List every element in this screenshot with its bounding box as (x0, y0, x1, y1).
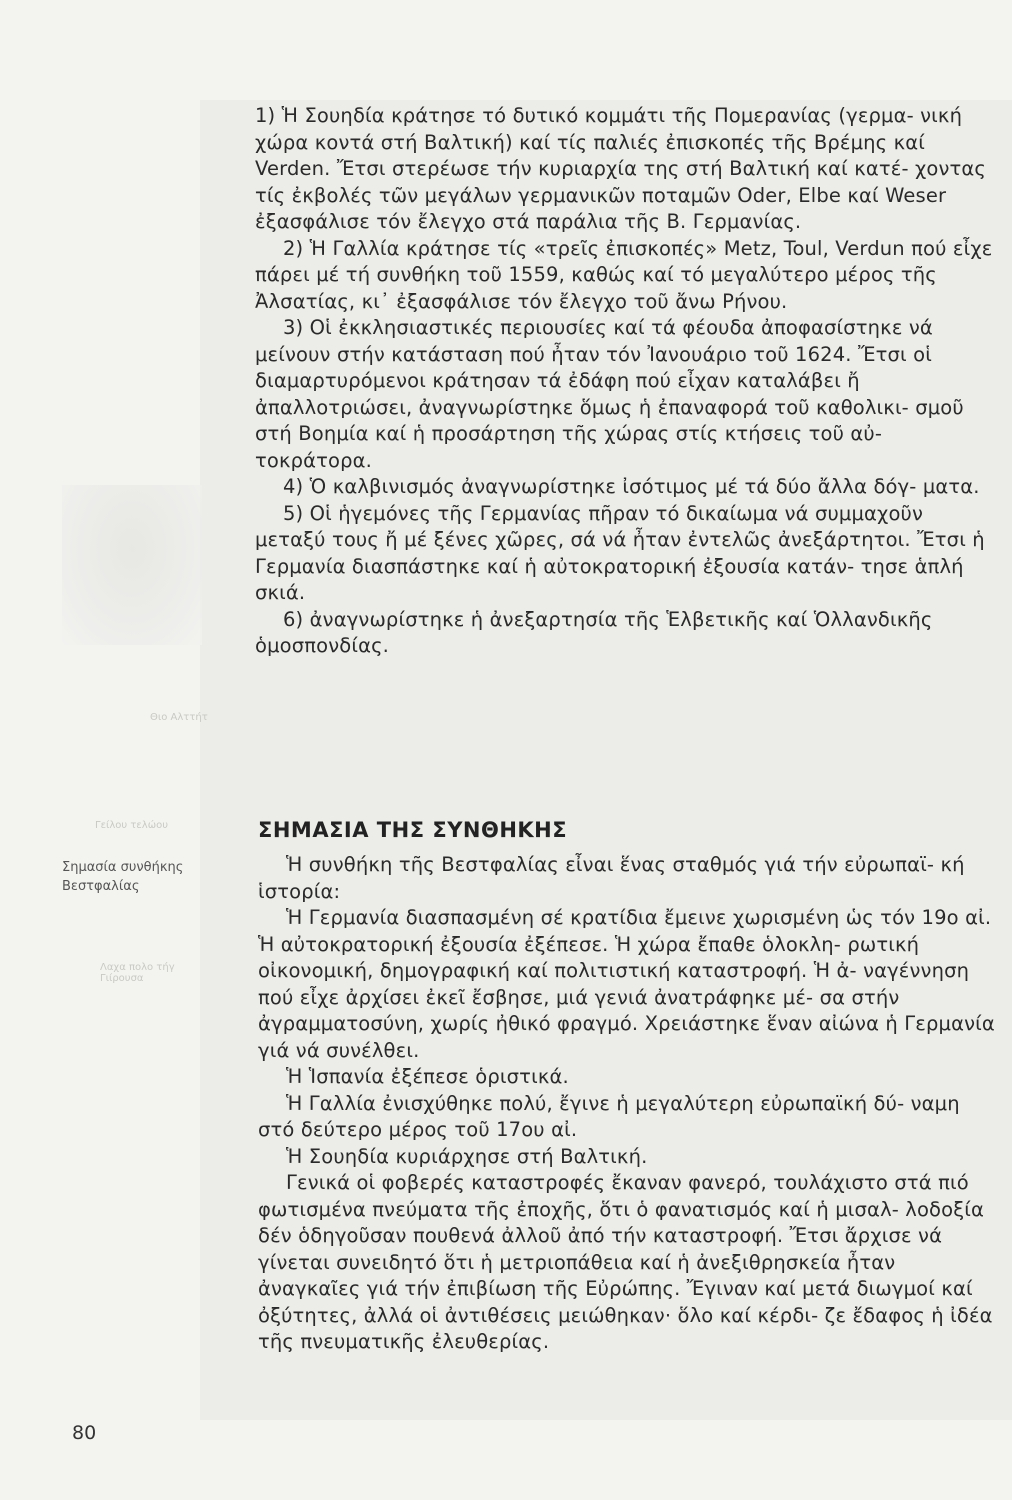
section-paragraph: Ἡ Γερμανία διασπασμένη σέ κρατίδια ἔμεινε χωρισμένη ὡς τόν 19ο αἰ. Ἡ αὐτοκρατορική ἐξουσία ἐξέπεσε. Ἡ χώρα ἔπαθε ὁλοκλη- ρωτική οἰκονομική, δημογραφική καί πολιτιστική καταστροφή. Ἡ ἀ- ναγέννηση πού εἶχε ἀρχίσει ἐκεῖ ἔσβησε, μιά γενιά ἀνατράφηκε μέ- σα στήν ἀγραμματοσύνη, χωρίς ἠθικό φραγμό. Χρειάστηκε ἕναν αἰώνα ἡ Γερμανία γιά νά συνέλθει. (258, 906, 995, 1062)
section-paragraph: Ἡ Σουηδία κυριάρχησε στή Βαλτική. (286, 1144, 648, 1168)
term-paragraph: 2) Ἡ Γαλλία κράτησε τίς «τρεῖς ἐπισκοπές» Metz, Toul, Verdun πού εἶχε πάρει μέ τή συνθήκη τοῦ 1559, καθώς καί τό μεγαλύτερο μέρος τῆς Ἀλσατίας, κι᾿ ἐξασφάλισε τόν ἔλεγχο τοῦ ἄνω Ρήνου. (255, 236, 993, 313)
term-paragraph: 1) Ἡ Σουηδία κράτησε τό δυτικό κομμάτι τῆς Πομερανίας (γερμα- νική χώρα κοντά στή Βαλτική) καί τίς παλιές ἐπισκοπές τῆς Βρέμης καί Verden. Ἔτσι στερέωσε τήν κυριαρχία της στή Βαλτική καί κατέ- χοντας τίς ἐκβολές τῶν μεγάλων γερμανικῶν ποταμῶν Oder, Elbe καί Weser ἐξασφάλισε τόν ἔλεγχο στά παράλια τῆς Β. Γερμανίας. (255, 104, 987, 233)
faint-label: Θιο Αλττήτ (150, 712, 208, 723)
term-paragraph: 4) Ὁ καλβινισμός ἀναγνωρίστηκε ἰσότιμος μέ τά δύο ἄλλα δόγ- ματα. (283, 475, 980, 498)
margin-note: Σημασία συνθήκης Βεστφαλίας (62, 860, 184, 894)
faint-label: Γείλου τελώου (95, 820, 168, 831)
section-paragraph: Γενικά οἱ φοβερές καταστροφές ἔκαναν φανερό, τουλάχιστο στά πιό φωτισμένα πνεύματα τῆς ἐποχῆς, ὅτι ὁ φανατισμός καί ἡ μισαλ- λοδοξία δέν ὁδηγοῦσαν πουθενά ἀλλοῦ ἀπό τήν καταστροφή. Ἔτσι ἄρχισε νά γίνεται συνειδητό ὅτι ἡ μετριοπάθεια καί ἡ ἀνεξιθρησκεία ἦταν ἀναγκαῖες γιά τήν ἐπιβίωση τῆς Εὐρώπης. Ἔγιναν καί μετά διωγμοί καί ὀξύτητες, ἀλλά οἱ ἀντιθέσεις μειώθηκαν· ὅλο καί κέρδι- ζε ἔδαφος ἡ ἰδέα τῆς πνευματικῆς ἐλευθερίας. (258, 1171, 993, 1353)
term-paragraph: 5) Οἱ ἡγεμόνες τῆς Γερμανίας πῆραν τό δικαίωμα νά συμμαχοῦν μεταξύ τους ἤ μέ ξένες χῶρες, σά νά ἦταν ἐντελῶς ἀνεξάρτητοι. Ἔτσι ἡ Γερμανία διασπάστηκε καί ἡ αὐτοκρατορική ἐξουσία κατάν- τησε ἁπλή σκιά. (255, 501, 985, 604)
term-paragraph: 6) ἀναγνωρίστηκε ἡ ἀνεξαρτησία τῆς Ἑλβετικῆς καί Ὁλλανδικῆς ὁμοσπονδίας. (255, 607, 933, 657)
term-paragraph: 3) Οἱ ἐκκλησιαστικές περιουσίες καί τά φέουδα ἀποφασίστηκε νά μείνουν στήν κατάσταση πού ἦταν τόν Ἰανουάριο τοῦ 1624. Ἔτσι οἱ διαμαρτυρόμενοι κράτησαν τά ἐδάφη πού εἶχαν καταλάβει ἤ ἀπαλλοτριώσει, ἀναγνωρίστηκε ὅμως ἡ ἐπαναφορά τοῦ καθολικι- σμοῦ στή Βοημία καί ἡ προσάρτηση τῆς χώρας στίς κτήσεις τοῦ αὐ- τοκράτορα. (255, 316, 964, 472)
faint-label: Λαχα πολο τήγ Γιίρουσα (100, 962, 175, 984)
faint-portrait-image (62, 485, 202, 645)
section-paragraph: Ἡ Γαλλία ἐνισχύθηκε πολύ, ἔγινε ἡ μεγαλύτερη εὐρωπαϊκή δύ- ναμη στό δεύτερο μέρος τοῦ 17ου αἰ. (258, 1091, 960, 1141)
page-number: 80 (72, 1422, 97, 1444)
section-paragraph: Ἡ Ἱσπανία ἐξέπεσε ὁριστικά. (286, 1065, 569, 1088)
section-body (258, 852, 998, 1356)
section-paragraph: Ἡ συνθήκη τῆς Βεστφαλίας εἶναι ἕνας σταθμός γιά τήν εὐρωπαϊ- κή ἱστορία: (258, 853, 965, 903)
terms-list (255, 103, 995, 660)
section-heading: ΣΗΜΑΣΙΑ ΤΗΣ ΣΥΝΘΗΚΗΣ (258, 818, 568, 842)
